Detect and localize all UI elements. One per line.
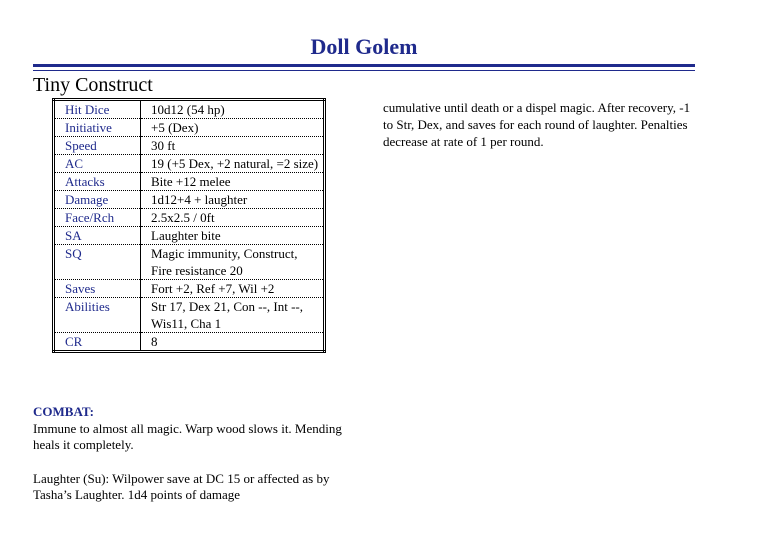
stat-value: Laughter bite	[141, 227, 325, 245]
stat-value: Fort +2, Ref +7, Wil +2	[141, 280, 325, 298]
stat-label: SA	[54, 227, 141, 245]
stat-value: 8	[151, 334, 158, 349]
table-row	[54, 100, 325, 119]
stat-label: Abilities	[54, 298, 141, 333]
table-row	[54, 191, 325, 209]
stat-label: Attacks	[54, 173, 141, 191]
combat-paragraph: Immune to almost all magic. Warp wood slows it. Mending heals it completely.	[33, 421, 342, 452]
laughter-paragraph: Laughter (Su): Wilpower save at DC 15 or affected as by Tasha’s Laughter. 1d4 points of damage	[33, 471, 330, 502]
stat-value: Bite +12 melee	[141, 173, 325, 191]
stat-label: Speed	[54, 137, 141, 155]
table-row	[54, 333, 325, 352]
table-row	[54, 298, 325, 333]
stat-label: Damage	[54, 191, 141, 209]
table-row	[54, 155, 325, 173]
stat-value: 10d12 (54 hp)	[141, 100, 325, 119]
table-row	[54, 119, 325, 137]
stat-value: Str 17, Dex 21, Con --, Int --, Wis11, Cha 1	[141, 298, 325, 333]
table-row	[54, 280, 325, 298]
stat-value: 2.5x2.5 / 0ft	[141, 209, 325, 227]
combat-heading: COMBAT:	[33, 404, 94, 419]
table-row	[54, 227, 325, 245]
stat-label: Saves	[54, 280, 141, 298]
stat-label: CR	[54, 333, 141, 352]
stat-label: AC	[54, 155, 141, 173]
table-row	[54, 137, 325, 155]
stat-value: 19 (+5 Dex, +2 natural, =2 size)	[141, 155, 325, 173]
table-row	[54, 245, 325, 280]
page-title: Doll Golem	[310, 34, 418, 59]
stat-block-table	[52, 98, 326, 353]
stat-label: Hit Dice	[54, 100, 141, 119]
title-rule-thick	[33, 64, 695, 67]
title-rule-thin	[33, 70, 695, 71]
stat-value: 30 ft	[141, 137, 325, 155]
stat-label: Face/Rch	[54, 209, 141, 227]
table-row	[54, 209, 325, 227]
stat-label: SQ	[54, 245, 141, 280]
column-two-text: cumulative until death or a dispel magic. After recovery, -1 to Str, Dex, and saves for each round of laughter. Penalties decrease at rate of 1 per round.	[383, 100, 691, 149]
stat-value: Magic immunity, Construct, Fire resistance 20	[141, 245, 325, 280]
table-row	[54, 173, 325, 191]
stat-value: 1d12+4 + laughter	[141, 191, 325, 209]
stat-value: +5 (Dex)	[141, 119, 325, 137]
creature-type: Tiny Construct	[33, 74, 153, 96]
stat-label: Initiative	[54, 119, 141, 137]
